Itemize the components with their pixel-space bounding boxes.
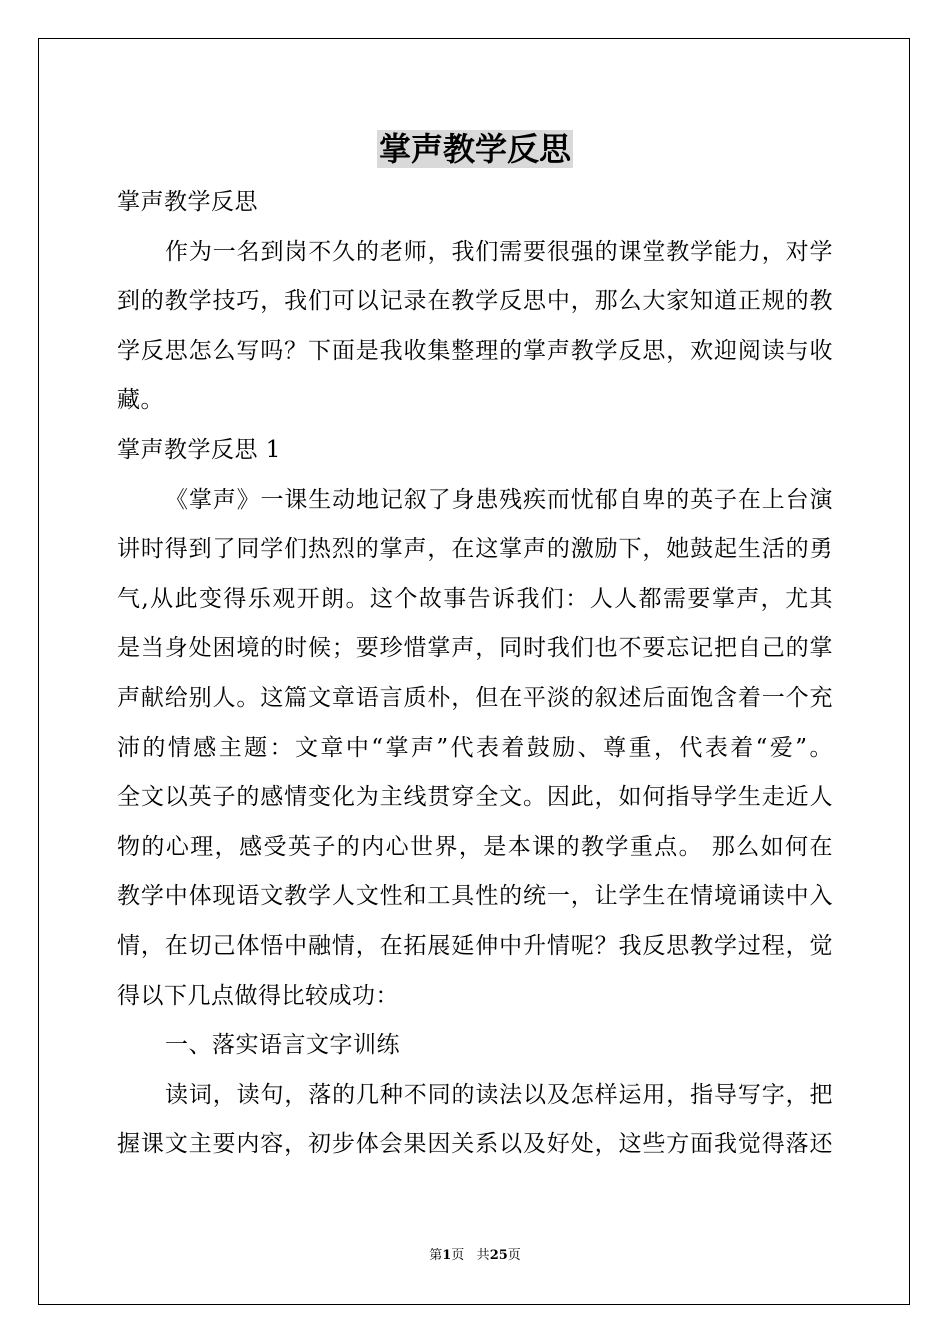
paragraph-line: 藏。 xyxy=(117,387,164,414)
document-body xyxy=(117,178,833,1170)
footer-page-prefix: 第 xyxy=(429,1248,443,1263)
page-footer xyxy=(0,1248,950,1264)
section-heading: 掌声教学反思 1 xyxy=(117,436,281,463)
paragraph-line: 是当身处困境的时候；要珍惜掌声，同时我们也不要忘记把自己的掌 xyxy=(117,635,833,662)
subsection-heading: 一、落实语言文字训练 xyxy=(165,1032,400,1059)
footer-page-suffix: 页 xyxy=(451,1248,465,1263)
paragraph-line: 《掌声》一课生动地记叙了身患残疾而忧郁自卑的英子在上台演 xyxy=(165,486,833,513)
footer-total-pages: 25 xyxy=(489,1248,508,1263)
paragraph-line: 物的心理，感受英子的内心世界，是本课的教学重点。 那么如何在 xyxy=(117,833,833,860)
paragraph-line: 气,从此变得乐观开朗。这个故事告诉我们：人人都需要掌声，尤其 xyxy=(117,585,833,612)
paragraph-line: 教学中体现语文教学人文性和工具性的统一，让学生在情境诵读中入 xyxy=(117,883,833,910)
paragraph-line: 得以下几点做得比较成功： xyxy=(117,982,399,1009)
footer-page-number: 1 xyxy=(442,1248,452,1263)
paragraph-line: 情，在切己体悟中融情，在拓展延伸中升情呢？我反思教学过程，觉 xyxy=(117,932,833,959)
footer-total-prefix: 共 xyxy=(476,1248,490,1263)
document-title-text: 掌声教学反思 xyxy=(378,130,571,168)
paragraph-line: 到的教学技巧，我们可以记录在教学反思中，那么大家知道正规的教 xyxy=(117,288,833,315)
footer-total-suffix: 页 xyxy=(507,1248,521,1263)
paragraph-line: 声献给别人。这篇文章语言质朴，但在平淡的叙述后面饱含着一个充 xyxy=(117,684,833,711)
paragraph-line: 读词，读句，落的几种不同的读法以及怎样运用，指导写字，把 xyxy=(165,1081,833,1108)
subtitle-line: 掌声教学反思 xyxy=(117,189,258,215)
paragraph-line: 握课文主要内容，初步体会果因关系以及好处，这些方面我觉得落还 xyxy=(117,1131,833,1158)
paragraph-line: 学反思怎么写吗？下面是我收集整理的掌声教学反思，欢迎阅读与收 xyxy=(117,337,833,364)
paragraph-line: 沛的情感主题：文章中“掌声”代表着鼓励、尊重，代表着“爱”。 xyxy=(117,734,833,761)
paragraph-line: 全文以英子的感情变化为主线贯穿全文。因此，如何指导学生走近人 xyxy=(117,784,833,811)
paragraph-line: 讲时得到了同学们热烈的掌声，在这掌声的激励下，她鼓起生活的勇 xyxy=(117,536,833,563)
paragraph-line: 作为一名到岗不久的老师，我们需要很强的课堂教学能力，对学 xyxy=(165,238,833,265)
document-title xyxy=(0,127,950,171)
